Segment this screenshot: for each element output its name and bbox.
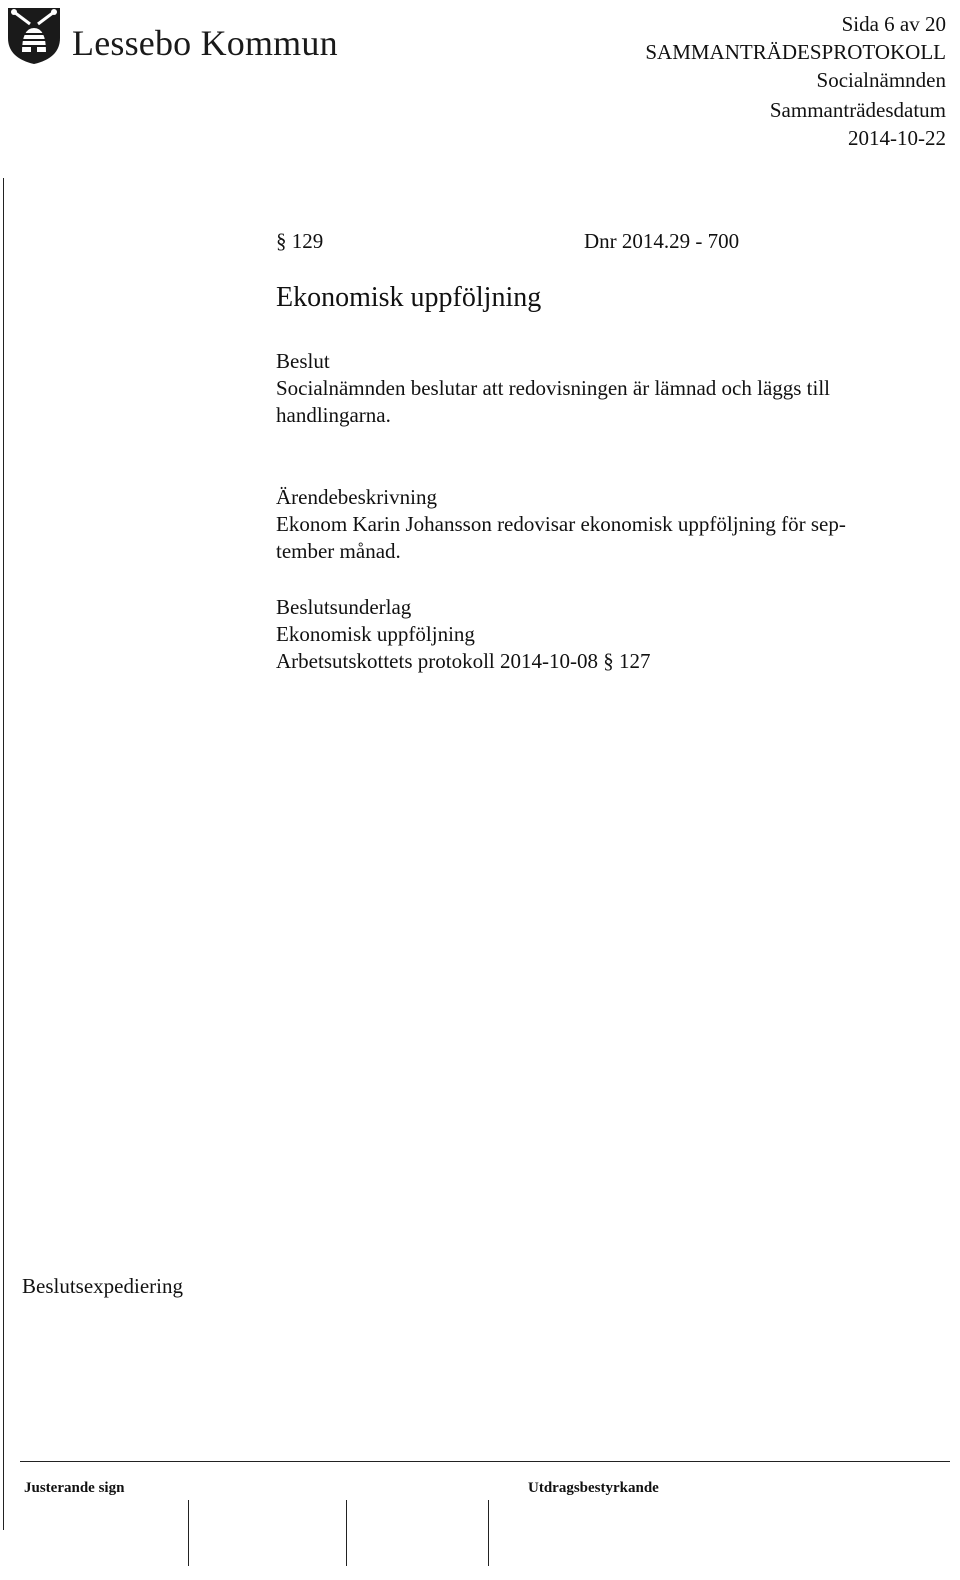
margin-rule bbox=[3, 178, 4, 1530]
distribution-label: Beslutsexpediering bbox=[22, 1274, 183, 1298]
decision-basis-heading: Beslutsunderlag bbox=[276, 595, 412, 619]
signature-box-divider bbox=[346, 1500, 347, 1566]
case-description-heading: Ärendebeskrivning bbox=[276, 485, 437, 509]
municipality-logo bbox=[4, 4, 364, 66]
decision-text-line-2: handlingarna. bbox=[276, 403, 391, 427]
extract-certification-label: Utdragsbestyrkande bbox=[528, 1480, 659, 1496]
decision-text-line-1: Socialnämnden beslutar att redovisningen är lämnad och läggs till bbox=[276, 376, 831, 400]
decision-heading: Beslut bbox=[276, 349, 330, 373]
meeting-date: 2014-10-22 bbox=[848, 126, 946, 150]
footer-divider bbox=[20, 1461, 950, 1462]
item-title: Ekonomisk uppföljning bbox=[276, 282, 542, 313]
adjuster-signature-label: Justerande sign bbox=[24, 1480, 125, 1496]
signature-box-divider bbox=[488, 1500, 489, 1566]
committee-name: Socialnämnden bbox=[816, 68, 946, 92]
document-type: SAMMANTRÄDESPROTOKOLL bbox=[645, 40, 946, 64]
case-description-line-1: Ekonom Karin Johansson redovisar ekonomisk uppföljning för sep- bbox=[276, 512, 846, 536]
page-number: Sida 6 av 20 bbox=[841, 12, 946, 36]
coat-of-arms-beehive-icon bbox=[4, 4, 64, 66]
case-number: Dnr 2014.29 - 700 bbox=[584, 229, 740, 253]
signature-box-divider bbox=[188, 1500, 189, 1566]
decision-basis-item: Ekonomisk uppföljning bbox=[276, 622, 475, 646]
logo-wordmark: Lessebo Kommun bbox=[72, 23, 338, 63]
meeting-date-label: Sammanträdesdatum bbox=[769, 98, 946, 122]
decision-basis-item: Arbetsutskottets protokoll 2014-10-08 § 127 bbox=[276, 649, 651, 673]
section-number: § 129 bbox=[276, 229, 324, 253]
case-description-line-2: tember månad. bbox=[276, 539, 401, 563]
